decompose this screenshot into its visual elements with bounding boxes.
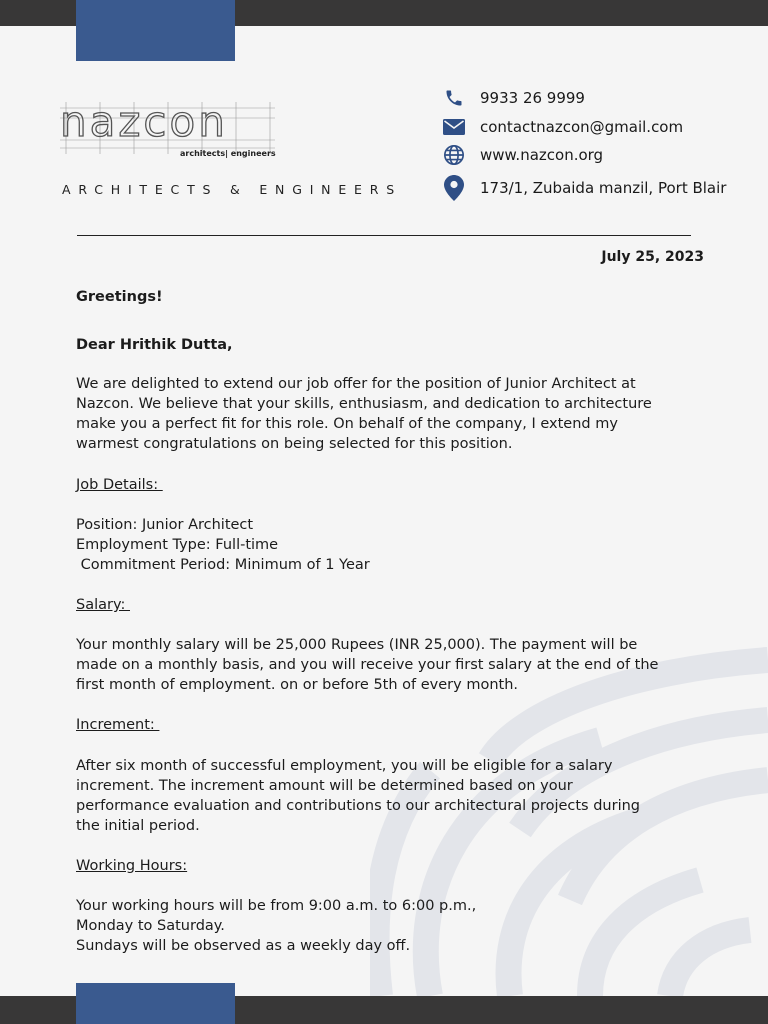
job-detail-line: Commitment Period: Minimum of 1 Year	[76, 557, 370, 573]
salary-line: first month of employment. on or before 5th of every month.	[76, 677, 518, 693]
working-hours-line: Monday to Saturday.	[76, 918, 225, 934]
email-address: contactnazcon@gmail.com	[480, 118, 684, 136]
bottom-accent-block	[76, 983, 235, 1024]
increment-heading: Increment:	[76, 717, 160, 733]
working-hours-heading: Working Hours:	[76, 858, 188, 874]
letter-date: July 25, 2023	[601, 249, 704, 265]
increment-paragraph	[76, 756, 706, 836]
tagline: ARCHITECTS & ENGINEERS	[62, 182, 402, 197]
job-details-list	[76, 515, 706, 575]
contact-phone	[442, 86, 585, 110]
increment-line: performance evaluation and contributions to our architectural projects during	[76, 798, 640, 814]
working-hours-line: Your working hours will be from 9:00 a.m. to 6:00 p.m.,	[76, 898, 477, 914]
salutation: Dear Hrithik Dutta,	[76, 337, 233, 353]
top-accent-block	[76, 0, 235, 61]
job-detail-line: Position: Junior Architect	[76, 517, 254, 533]
intro-line: We are delighted to extend our job offer for the position of Junior Architect at	[76, 376, 636, 392]
header-divider	[77, 235, 691, 236]
contact-address	[442, 176, 726, 200]
globe-icon	[442, 143, 466, 167]
greeting: Greetings!	[76, 289, 163, 305]
logo-wordmark: nazcon	[60, 97, 228, 146]
logo-subtitle: architects| engineers	[180, 149, 276, 158]
working-hours-line: Sundays will be observed as a weekly day off.	[76, 938, 411, 954]
intro-line: Nazcon. We believe that your skills, enthusiasm, and dedication to architecture	[76, 396, 652, 412]
increment-line: the initial period.	[76, 818, 200, 834]
phone-icon	[442, 86, 466, 110]
increment-line: After six month of successful employment, you will be eligible for a salary	[76, 758, 613, 774]
working-hours-paragraph	[76, 896, 706, 956]
location-pin-icon	[442, 176, 466, 200]
nazcon-logo	[60, 97, 276, 158]
website-url: www.nazcon.org	[480, 146, 604, 164]
phone-number: 9933 26 9999	[480, 89, 585, 107]
salary-line: made on a monthly basis, and you will receive your first salary at the end of the	[76, 657, 659, 673]
salary-line: Your monthly salary will be 25,000 Rupees (INR 25,000). The payment will be	[76, 637, 638, 653]
street-address: 173/1, Zubaida manzil, Port Blair	[480, 179, 727, 197]
intro-line: make you a perfect fit for this role. On behalf of the company, I extend my	[76, 416, 618, 432]
job-detail-line: Employment Type: Full-time	[76, 537, 279, 553]
salary-heading: Salary:	[76, 597, 130, 613]
contact-email	[442, 115, 683, 139]
contact-website	[442, 143, 603, 167]
mail-icon	[442, 115, 466, 139]
salary-paragraph	[76, 635, 706, 695]
job-details-heading: Job Details:	[76, 477, 163, 493]
increment-line: increment. The increment amount will be determined based on your	[76, 778, 573, 794]
intro-line: warmest congratulations on being selected for this position.	[76, 436, 513, 452]
intro-paragraph	[76, 374, 706, 454]
